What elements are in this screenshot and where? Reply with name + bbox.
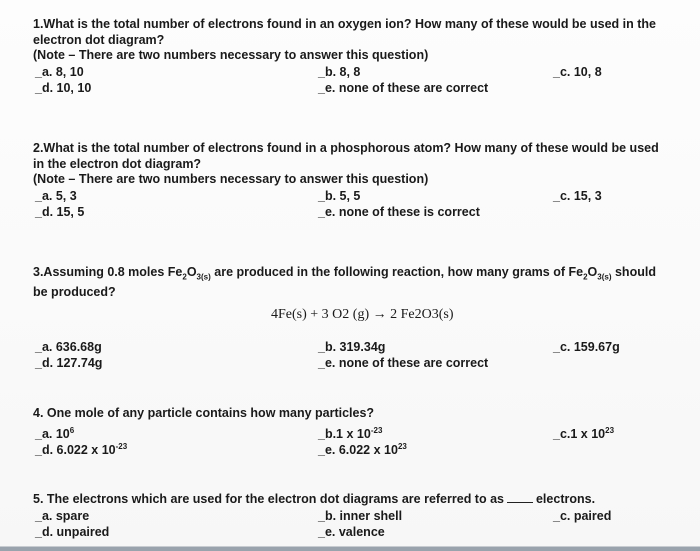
q3-option-d[interactable]: _d. 127.74g	[35, 356, 103, 370]
question-4-options	[33, 423, 673, 457]
reaction-equation: 4Fe(s) + 3 O2 (g) → 2 Fe2O3(s)	[271, 306, 454, 322]
q3-option-a[interactable]: _a. 636.68g	[35, 340, 102, 354]
q2-option-a[interactable]: _a. 5, 3	[35, 188, 77, 203]
question-5	[33, 491, 673, 543]
q2-option-e[interactable]: _e. none of these is correct	[318, 204, 480, 219]
answer-blank[interactable]	[507, 491, 533, 503]
q1-option-c[interactable]: _c. 10, 8	[553, 64, 602, 79]
question-5-stem: 5. The electrons which are used for the electron dot diagrams are referred to as electrons.	[33, 492, 596, 506]
page-bottom-edge	[0, 547, 700, 551]
question-1-stem: 1.What is the total number of electrons found in an oxygen ion? How many of these would be used in the electron dot diagram?	[33, 17, 656, 47]
q1-option-d[interactable]: _d. 10, 10	[35, 80, 92, 95]
question-1	[33, 17, 673, 99]
q5-option-a[interactable]: _a. spare	[35, 508, 90, 523]
q5-option-c[interactable]: _c. paired	[553, 508, 612, 523]
question-5-options	[33, 509, 673, 543]
question-4	[33, 406, 673, 457]
q3-option-e[interactable]: _e. none of these are correct	[318, 356, 489, 370]
question-2-stem: 2.What is the total number of electrons found in a phosphorous atom? How many of these would be used in the electron dot diagram?	[33, 141, 659, 171]
q5-option-d[interactable]: _d. unpaired	[35, 524, 110, 539]
q1-option-a[interactable]: _a. 8, 10	[35, 64, 84, 79]
q2-option-d[interactable]: _d. 15, 5	[35, 204, 85, 219]
question-1-options	[33, 65, 673, 99]
q5-option-b[interactable]: _b. inner shell	[318, 508, 403, 523]
q4-option-d[interactable]: _d. 6.022 x $10^{-23}$	[35, 441, 128, 457]
q4-option-a[interactable]: _a. $10^6$	[35, 425, 75, 441]
q3-option-c[interactable]: _c. 159.67g	[553, 340, 620, 354]
question-3	[33, 265, 673, 374]
q5-option-e[interactable]: _e. valence	[318, 524, 385, 539]
q2-option-c[interactable]: _c. 15, 3	[553, 188, 602, 203]
question-3-options	[33, 340, 673, 374]
q1-option-e[interactable]: _e. none of these are correct	[318, 80, 489, 95]
question-3-stem: 3.Assuming 0.8 moles $Fe_2O_{3(s)}$ are produced in the following reaction, how many grams of $Fe_2O_{3(s)}$ should be produced?	[33, 265, 656, 299]
question-2	[33, 141, 673, 223]
q4-option-c[interactable]: _c.1 x $10^{23}$	[553, 425, 615, 441]
question-2-note: (Note – There are two numbers necessary to answer this question)	[33, 172, 429, 186]
q4-option-e[interactable]: _e. 6.022 x $10^{23}$	[318, 441, 407, 457]
question-2-options	[33, 189, 673, 223]
q1-option-b[interactable]: _b. 8, 8	[318, 64, 361, 79]
question-4-stem: 4. One mole of any particle contains how many particles?	[33, 406, 375, 420]
q3-option-b[interactable]: _b. 319.34g	[318, 340, 386, 354]
q4-option-b[interactable]: _b.1 x $10^{-23}$	[318, 425, 383, 441]
q2-option-b[interactable]: _b. 5, 5	[318, 188, 361, 203]
question-1-note: (Note – There are two numbers necessary to answer this question)	[33, 48, 429, 62]
